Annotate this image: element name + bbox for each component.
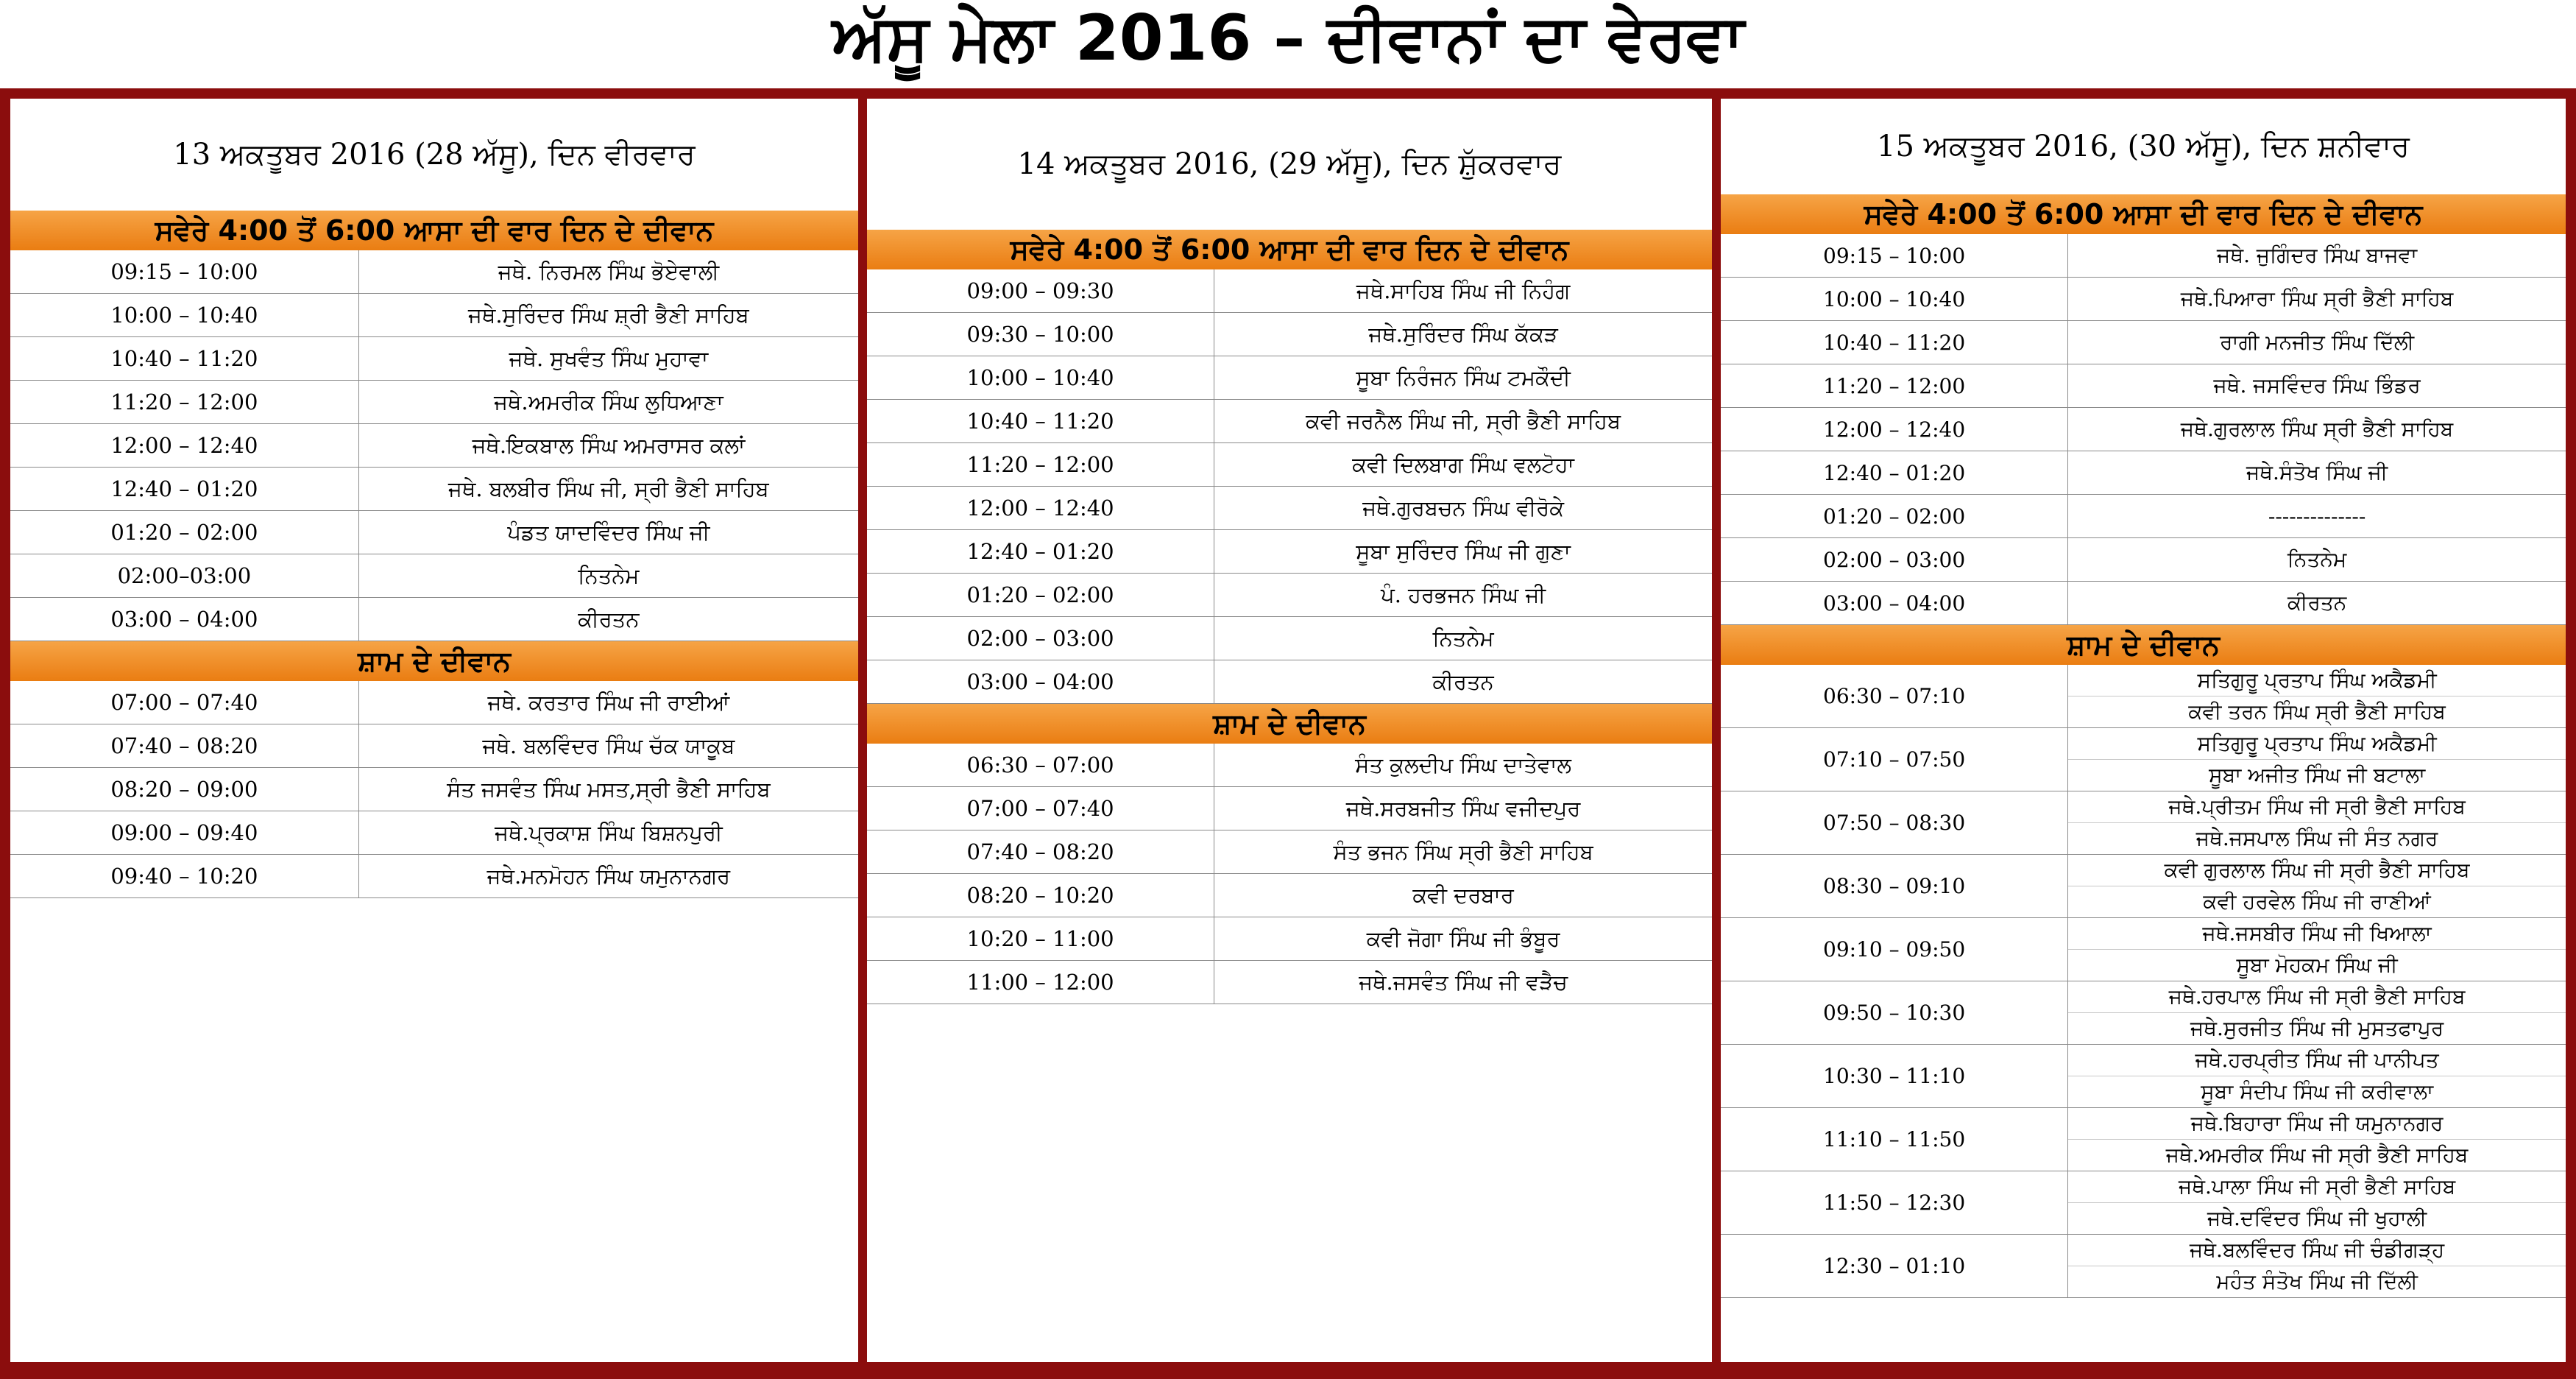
evening-section-heading: ਸ਼ਾਮ ਦੇ ਦੀਵਾਨ [1721,625,2566,665]
time-cell: 07:00 – 07:40 [867,787,1214,830]
performer-cell: ਸੂਬਾ ਮੋਹਕਮ ਸਿੰਘ ਜੀ [2068,950,2566,981]
table-row [867,744,1712,787]
table-row [867,874,1712,917]
performer-cell: ਜਥੇ. ਬਲਬੀਰ ਸਿੰਘ ਜੀ, ਸ੍ਰੀ ਭੈਣੀ ਸਾਹਿਬ [358,468,858,511]
performer-cell: ਸੰਤ ਕੁਲਦੀਪ ਸਿੰਘ ਦਾਤੇਵਾਲ [1214,744,1712,787]
table-row [1721,582,2566,625]
column-date: 15 ਅਕਤੂਬਰ 2016, (30 ਅੱਸੂ), ਦਿਨ ਸ਼ਨੀਵਾਰ [1877,130,2410,163]
performer-cell: ਕਵੀ ਦਰਬਾਰ [1214,874,1712,917]
performer-cell: ਸੂਬਾ ਸੁਰਿੰਦਰ ਸਿੰਘ ਜੀ ਗੁਣਾ [1214,530,1712,574]
day-column-13-oct [10,99,858,1362]
table-row [867,961,1712,1004]
time-cell: 12:30 – 01:10 [1721,1235,2068,1298]
table-row [10,855,858,898]
time-cell: 08:20 – 10:20 [867,874,1214,917]
performer-cell: ਨਿਤਨੇਮ [1214,617,1712,660]
performer-cell: ਜਥੇ.ਮਨਮੋਹਨ ਸਿੰਘ ਯਮੁਨਾਨਗਰ [358,855,858,898]
performer-cell: ਕਵੀ ਜੋਗਾ ਸਿੰਘ ਜੀ ਭੰਬੂਰ [1214,917,1712,961]
performer-cell: ਜਥੇ.ਦਵਿੰਦਰ ਸਿੰਘ ਜੀ ਖੁਹਾਲੀ [2068,1203,2566,1235]
table-row [1721,234,2566,278]
performer-cell: ਮਹੰਤ ਸੰਤੋਖ ਸਿੰਘ ਜੀ ਦਿੱਲੀ [2068,1266,2566,1298]
time-cell: 09:00 – 09:30 [867,269,1214,313]
performer-cell: ਜਥੇ. ਨਿਰਮਲ ਸਿੰਘ ਭੋਏਵਾਲੀ [358,250,858,294]
performer-cell: ਜਥੇ.ਹਰਪ੍ਰੀਤ ਸਿੰਘ ਜੀ ਪਾਨੀਪਤ [2068,1045,2566,1076]
table-row [1721,918,2566,950]
day-column-14-oct [867,99,1712,1362]
table-row [867,400,1712,443]
performer-cell: ਕਵੀ ਤਰਨ ਸਿੰਘ ਸ੍ਰੀ ਭੈਣੀ ਸਾਹਿਬ [2068,696,2566,728]
time-cell: 12:00 – 12:40 [10,424,358,468]
table-row [10,811,858,855]
table-row [867,487,1712,530]
time-cell: 11:50 – 12:30 [1721,1171,2068,1235]
table-row [1721,1045,2566,1076]
table-row [867,313,1712,356]
day-section-heading: ਸਵੇਰੇ 4:00 ਤੋਂ 6:00 ਆਸਾ ਦੀ ਵਾਰ ਦਿਨ ਦੇ ਦੀਵਾਨ [1721,194,2566,234]
table-row [10,468,858,511]
table-row [10,250,858,294]
time-cell: 11:20 – 12:00 [10,381,358,424]
table-row [1721,495,2566,538]
table-row [1721,728,2566,760]
time-cell: 12:40 – 01:20 [1721,451,2068,495]
time-cell: 12:00 – 12:40 [867,487,1214,530]
performer-cell: ਜਥੇ. ਬਲਵਿੰਦਰ ਸਿੰਘ ਚੱਕ ਯਾਕੂਬ [358,724,858,768]
performer-cell: ਸੂਬਾ ਅਜੀਤ ਸਿੰਘ ਜੀ ਬਟਾਲਾ [2068,760,2566,791]
table-row [867,269,1712,313]
performer-cell: ਸਤਿਗੁਰੂ ਪ੍ਰਤਾਪ ਸਿੰਘ ਅਕੈਡਮੀ [2068,665,2566,696]
performer-cell: ਜਥੇ.ਜਸਵੰਤ ਸਿੰਘ ਜੀ ਵੜੈਚ [1214,961,1712,1004]
day-section-heading: ਸਵੇਰੇ 4:00 ਤੋਂ 6:00 ਆਸਾ ਦੀ ਵਾਰ ਦਿਨ ਦੇ ਦੀਵਾਨ [10,211,858,250]
performer-cell: ਜਥੇ.ਸੰਤੋਖ ਸਿੰਘ ਜੀ [2068,451,2566,495]
table-row [1721,321,2566,364]
performer-cell: ਜਥੇ.ਸਰਬਜੀਤ ਸਿੰਘ ਵਜੀਦਪੁਰ [1214,787,1712,830]
time-cell: 10:00 – 10:40 [867,356,1214,400]
table-row [10,681,858,724]
time-cell: 08:30 – 09:10 [1721,855,2068,918]
time-cell: 09:30 – 10:00 [867,313,1214,356]
performer-cell: ਸੂਬਾ ਨਿਰੰਜਨ ਸਿੰਘ ਟਮਕੌਦੀ [1214,356,1712,400]
performer-cell: ਕੀਰਤਨ [358,598,858,641]
column-date: 13 ਅਕਤੂਬਰ 2016 (28 ਅੱਸੂ), ਦਿਨ ਵੀਰਵਾਰ [173,138,696,172]
performer-cell: ਸਤਿਗੁਰੂ ਪ੍ਰਤਾਪ ਸਿੰਘ ਅਕੈਡਮੀ [2068,728,2566,760]
day-schedule-table [10,250,858,641]
time-cell: 07:10 – 07:50 [1721,728,2068,791]
evening-schedule-table [867,744,1712,1004]
performer-cell: ਜਥੇ.ਜਸਬੀਰ ਸਿੰਘ ਜੀ ਖਿਆਲਾ [2068,918,2566,950]
time-cell: 09:00 – 09:40 [10,811,358,855]
time-cell: 10:40 – 11:20 [1721,321,2068,364]
table-row [867,574,1712,617]
day-schedule-table [867,269,1712,704]
performer-cell: ਜਥੇ.ਬਲਵਿੰਦਰ ਸਿੰਘ ਜੀ ਚੰਡੀਗੜ੍ਹ [2068,1235,2566,1266]
time-cell: 06:30 – 07:10 [1721,665,2068,728]
performer-cell: ਜਥੇ.ਅਮਰੀਕ ਸਿੰਘ ਜੀ ਸ੍ਰੀ ਭੈਣੀ ਸਾਹਿਬ [2068,1140,2566,1171]
time-cell: 10:00 – 10:40 [10,294,358,337]
performer-cell: ਜਥੇ.ਇਕਬਾਲ ਸਿੰਘ ਅਮਰਾਸਰ ਕਲਾਂ [358,424,858,468]
performer-cell: ਜਥੇ. ਜਸਵਿੰਦਰ ਸਿੰਘ ਭਿੰਡਰ [2068,364,2566,408]
time-cell: 12:40 – 01:20 [10,468,358,511]
schedule-frame [0,88,2576,1379]
table-row [1721,1171,2566,1203]
time-cell: 01:20 – 02:00 [867,574,1214,617]
table-row [1721,278,2566,321]
time-cell: 10:00 – 10:40 [1721,278,2068,321]
performer-cell: ਜਥੇ.ਸੁਰਜੀਤ ਸਿੰਘ ਜੀ ਮੁਸਤਫਾਪੁਰ [2068,1013,2566,1045]
time-cell: 09:50 – 10:30 [1721,981,2068,1045]
table-row [867,617,1712,660]
time-cell: 01:20 – 02:00 [10,511,358,554]
time-cell: 02:00 – 03:00 [1721,538,2068,582]
time-cell: 02:00 – 03:00 [867,617,1214,660]
time-cell: 03:00 – 04:00 [1721,582,2068,625]
performer-cell: ਪੰਡਤ ਯਾਦਵਿੰਦਰ ਸਿੰਘ ਜੀ [358,511,858,554]
table-row [867,830,1712,874]
time-cell: 12:40 – 01:20 [867,530,1214,574]
time-cell: 02:00–03:00 [10,554,358,598]
table-row [867,917,1712,961]
table-row [10,554,858,598]
time-cell: 01:20 – 02:00 [1721,495,2068,538]
table-row [10,337,858,381]
table-row [867,443,1712,487]
performer-cell: ਕਵੀ ਹਰਵੇਲ ਸਿੰਘ ਜੀ ਰਾਣੀਆਂ [2068,886,2566,918]
day-section-heading: ਸਵੇਰੇ 4:00 ਤੋਂ 6:00 ਆਸਾ ਦੀ ਵਾਰ ਦਿਨ ਦੇ ਦੀਵਾਨ [867,230,1712,269]
performer-cell: -------------- [2068,495,2566,538]
table-row [10,511,858,554]
performer-cell: ਜਥੇ.ਹਰਪਾਲ ਸਿੰਘ ਜੀ ਸ੍ਰੀ ਭੈਣੀ ਸਾਹਿਬ [2068,981,2566,1013]
performer-cell: ਰਾਗੀ ਮਨਜੀਤ ਸਿੰਘ ਦਿੱਲੀ [2068,321,2566,364]
time-cell: 10:40 – 11:20 [867,400,1214,443]
page-title: ਅੱਸੂ ਮੇਲਾ 2016 – ਦੀਵਾਨਾਂ ਦਾ ਵੇਰਵਾ [832,1,1744,75]
table-row [867,660,1712,704]
performer-cell: ਪੰ. ਹਰਭਜਨ ਸਿੰਘ ਜੀ [1214,574,1712,617]
table-row [10,294,858,337]
evening-section-heading: ਸ਼ਾਮ ਦੇ ਦੀਵਾਨ [867,704,1712,744]
performer-cell: ਸੰਤ ਜਸਵੰਤ ਸਿੰਘ ਮਸਤ,ਸ੍ਰੀ ਭੈਣੀ ਸਾਹਿਬ [358,768,858,811]
time-cell: 11:20 – 12:00 [867,443,1214,487]
day-column-15-oct [1721,99,2566,1362]
table-row [10,424,858,468]
performer-cell: ਜਥੇ.ਪਿਆਰਾ ਸਿੰਘ ਸ੍ਰੀ ਭੈਣੀ ਸਾਹਿਬ [2068,278,2566,321]
time-cell: 07:40 – 08:20 [867,830,1214,874]
performer-cell: ਜਥੇ. ਸੁਖਵੰਤ ਸਿੰਘ ਮੁਹਾਵਾ [358,337,858,381]
time-cell: 07:00 – 07:40 [10,681,358,724]
table-row [867,530,1712,574]
performer-cell: ਜਥੇ.ਬਿਹਾਰਾ ਸਿੰਘ ਜੀ ਯਮੁਨਾਨਗਰ [2068,1108,2566,1140]
table-row [1721,408,2566,451]
time-cell: 10:20 – 11:00 [867,917,1214,961]
time-cell: 09:15 – 10:00 [10,250,358,294]
evening-schedule-table [10,681,858,898]
performer-cell: ਜਥੇ.ਸੁਰਿੰਦਰ ਸਿੰਘ ਸ਼੍ਰੀ ਭੈਣੀ ਸਾਹਿਬ [358,294,858,337]
table-row [1721,364,2566,408]
table-row [1721,791,2566,823]
time-cell: 09:40 – 10:20 [10,855,358,898]
performer-cell: ਕਵੀ ਦਿਲਬਾਗ ਸਿੰਘ ਵਲਟੋਹਾ [1214,443,1712,487]
performer-cell: ਜਥੇ. ਕਰਤਾਰ ਸਿੰਘ ਜੀ ਰਾਈਆਂ [358,681,858,724]
table-row [1721,538,2566,582]
table-row [1721,665,2566,696]
performer-cell: ਨਿਤਨੇਮ [358,554,858,598]
performer-cell: ਸੰਤ ਭਜਨ ਸਿੰਘ ਸ੍ਰੀ ਭੈਣੀ ਸਾਹਿਬ [1214,830,1712,874]
time-cell: 03:00 – 04:00 [867,660,1214,704]
table-row [1721,1235,2566,1266]
performer-cell: ਕਵੀ ਜਰਨੈਲ ਸਿੰਘ ਜੀ, ਸ੍ਰੀ ਭੈਣੀ ਸਾਹਿਬ [1214,400,1712,443]
time-cell: 11:20 – 12:00 [1721,364,2068,408]
performer-cell: ਜਥੇ.ਸੁਰਿੰਦਰ ਸਿੰਘ ਕੱਕੜ [1214,313,1712,356]
table-row [10,381,858,424]
performer-cell: ਜਥੇ.ਪ੍ਰਕਾਸ਼ ਸਿੰਘ ਬਿਸ਼ਨਪੁਰੀ [358,811,858,855]
performer-cell: ਕਵੀ ਗੁਰਲਾਲ ਸਿੰਘ ਜੀ ਸ੍ਰੀ ਭੈਣੀ ਸਾਹਿਬ [2068,855,2566,886]
time-cell: 10:40 – 11:20 [10,337,358,381]
time-cell: 10:30 – 11:10 [1721,1045,2068,1108]
performer-cell: ਜਥੇ. ਜੁਗਿੰਦਰ ਸਿੰਘ ਬਾਜਵਾ [2068,234,2566,278]
performer-cell: ਜਥੇ.ਗੁਰਲਾਲ ਸਿੰਘ ਸ੍ਰੀ ਭੈਣੀ ਸਾਹਿਬ [2068,408,2566,451]
performer-cell: ਜਥੇ.ਸਾਹਿਬ ਸਿੰਘ ਜੀ ਨਿਹੰਗ [1214,269,1712,313]
table-row [867,356,1712,400]
time-cell: 11:10 – 11:50 [1721,1108,2068,1171]
performer-cell: ਕੀਰਤਨ [1214,660,1712,704]
column-date: 14 ਅਕਤੂਬਰ 2016, (29 ਅੱਸੂ), ਦਿਨ ਸ਼ੁੱਕਰਵਾਰ [1017,147,1562,181]
time-cell: 11:00 – 12:00 [867,961,1214,1004]
evening-schedule-table [1721,665,2566,1298]
day-schedule-table [1721,234,2566,625]
performer-cell: ਕੀਰਤਨ [2068,582,2566,625]
performer-cell: ਜਥੇ.ਪਾਲਾ ਸਿੰਘ ਜੀ ਸ੍ਰੀ ਭੈਣੀ ਸਾਹਿਬ [2068,1171,2566,1203]
time-cell: 07:40 – 08:20 [10,724,358,768]
table-row [867,787,1712,830]
table-row [10,598,858,641]
performer-cell: ਜਥੇ.ਪ੍ਰੀਤਮ ਸਿੰਘ ਜੀ ਸ੍ਰੀ ਭੈਣੀ ਸਾਹਿਬ [2068,791,2566,823]
performer-cell: ਜਥੇ.ਗੁਰਬਚਨ ਸਿੰਘ ਵੀਰੋਕੇ [1214,487,1712,530]
evening-section-heading: ਸ਼ਾਮ ਦੇ ਦੀਵਾਨ [10,641,858,681]
table-row [1721,1108,2566,1140]
time-cell: 06:30 – 07:00 [867,744,1214,787]
table-row [10,724,858,768]
performer-cell: ਜਥੇ.ਅਮਰੀਕ ਸਿੰਘ ਲੁਧਿਆਣਾ [358,381,858,424]
time-cell: 08:20 – 09:00 [10,768,358,811]
table-row [1721,855,2566,886]
table-row [1721,451,2566,495]
time-cell: 09:15 – 10:00 [1721,234,2068,278]
performer-cell: ਜਥੇ.ਜਸਪਾਲ ਸਿੰਘ ਜੀ ਸੰਤ ਨਗਰ [2068,823,2566,855]
performer-cell: ਸੂਬਾ ਸੰਦੀਪ ਸਿੰਘ ਜੀ ਕਰੀਵਾਲਾ [2068,1076,2566,1108]
table-row [10,768,858,811]
table-row [1721,981,2566,1013]
time-cell: 03:00 – 04:00 [10,598,358,641]
performer-cell: ਨਿਤਨੇਮ [2068,538,2566,582]
time-cell: 09:10 – 09:50 [1721,918,2068,981]
time-cell: 12:00 – 12:40 [1721,408,2068,451]
time-cell: 07:50 – 08:30 [1721,791,2068,855]
